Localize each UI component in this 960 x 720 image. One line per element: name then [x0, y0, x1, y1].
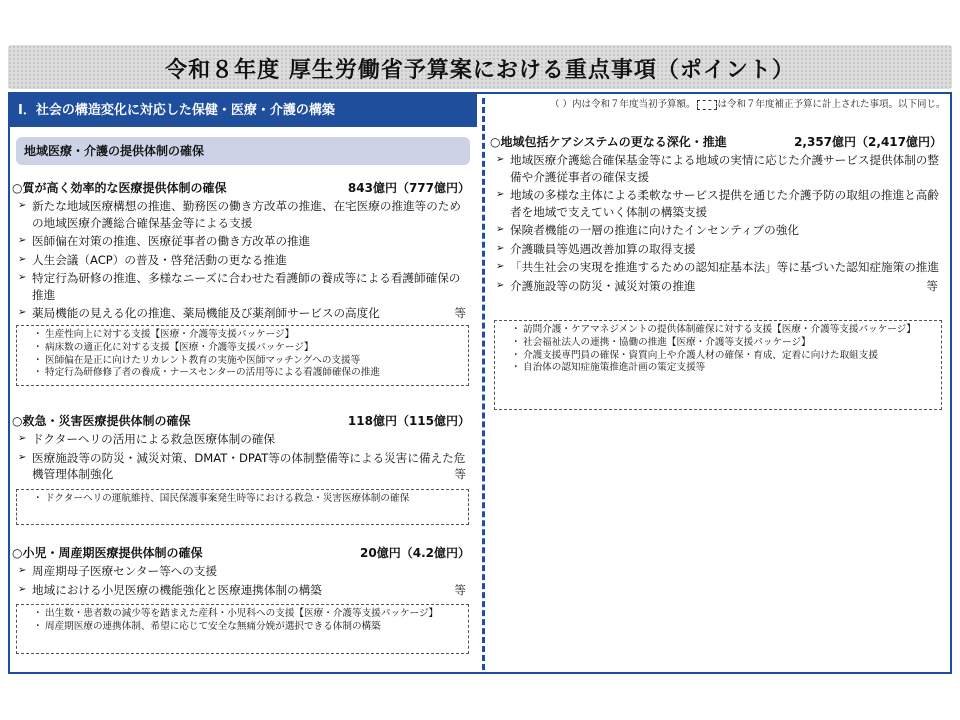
list-item: ➢ 地域医療介護総合確保基金等による地域の実情に応じた介護サービス提供体制の整備や介護従事者の確保支援 — [496, 153, 939, 184]
bullet-dot-icon: ・ — [33, 367, 43, 379]
group-emergency-disaster — [12, 413, 470, 485]
group-title-text: ○地域包括ケアシステムの更なる深化・推進 — [490, 135, 727, 149]
list-item: ・ 周産期医療の連携体制、希望に応じて安全な無痛分娩が選択できる体制の構築 — [33, 620, 381, 632]
bullet-list — [12, 431, 470, 483]
arrow-icon: ➢ — [496, 261, 505, 272]
list-item: ・ 介護支援専門員の確保・資質向上や介護人材の確保・育成、定着に向けた取組支援 — [511, 349, 878, 361]
list-item: ・ ドクターヘリの運航維持、国民保護事案発生時等における救急・災害医療体制の確保 — [33, 493, 410, 504]
title-bar — [8, 45, 952, 89]
list-item: ➢ 人生会議（ACP）の普及・啓発活動の更なる推進 — [18, 252, 287, 267]
page-title: 令和８年度 厚生労働省予算案における重点事項（ポイント） — [165, 58, 795, 83]
bullet-list — [12, 563, 470, 598]
list-item: ・ 医師偏在是正に向けたリカレント教育の実施や医師マッチングへの支援等 — [33, 354, 361, 366]
group-title — [12, 413, 470, 430]
list-item: ・ 特定行為研修修了者の養成・ナースセンターの活用等による看護師確保の推進 — [33, 367, 380, 379]
supplementary-box — [16, 489, 469, 525]
note — [550, 96, 946, 110]
group-title — [12, 545, 470, 562]
bullet-dot-icon: ・ — [511, 349, 521, 361]
arrow-icon: ➢ — [18, 583, 27, 595]
main-panel — [8, 92, 952, 674]
group-title-text: ○小児・周産期医療提供体制の確保 — [12, 546, 203, 560]
list-item: ➢ ドクターヘリの活用による救急医療体制の確保 — [18, 432, 276, 446]
list-item: ➢ 薬局機能の見える化の推進、薬局機能及び薬剤師サービスの高度化 等 — [18, 306, 466, 320]
arrow-icon: ➢ — [18, 272, 27, 283]
list-item: ➢ 介護職員等処遇改善加算の取得支援 — [496, 241, 696, 256]
etc-text: 等 — [454, 306, 466, 320]
arrow-icon: ➢ — [496, 189, 505, 200]
section-header: Ⅰ．社会の構造変化に対応した保健・医療・介護の構築 — [10, 94, 477, 127]
list-item: ➢ 保険者機能の一層の推進に向けたインセンティブの強化 — [496, 223, 799, 237]
list-item: ・ 生産性向上に対する支援【医療・介護等支援パッケージ】 — [33, 329, 295, 340]
list-item: ・ 出生数・患者数の減少等を踏まえた産科・小児科への支援【医療・介護等支援パッケージ】 — [33, 608, 439, 619]
supplementary-box — [16, 604, 469, 654]
list-item: ➢ 特定行為研修の推進、多様なニーズに合わせた看護師の養成等による看護師確保の推進 — [18, 271, 461, 302]
arrow-icon: ➢ — [18, 253, 27, 265]
supplementary-box — [16, 325, 469, 386]
group-title — [12, 180, 470, 197]
etc-text: 等 — [454, 467, 466, 481]
bullet-dot-icon: ・ — [33, 493, 43, 504]
list-item: ➢ 新たな地域医療構想の推進、勤務医の働き方改革の推進、在宅医療の推進等のための地域医療介護総合確保基金等による支援 — [18, 199, 461, 230]
dashed-box-legend-icon — [697, 100, 717, 110]
bullet-list — [12, 198, 470, 322]
list-item: ➢ 医療施設等の防災・減災対策、DMAT・DPAT等の体制整備等による災害に備えた危機管理体制強化 等 — [18, 450, 466, 481]
bullet-list — [490, 152, 942, 294]
group-title-text: ○質が高く効率的な医療提供体制の確保 — [12, 181, 227, 195]
supplementary-box — [494, 320, 942, 410]
arrow-icon: ➢ — [496, 242, 505, 254]
arrow-icon: ➢ — [496, 154, 505, 165]
arrow-icon: ➢ — [18, 307, 27, 318]
group-quality-medical — [12, 180, 470, 324]
group-community-care — [490, 134, 942, 296]
list-item: ・ 社会福祉法人の連携・協働の推進【医療・介護等支援パッケージ】 — [511, 336, 811, 348]
list-item: ➢ 「共生社会の実現を推進するための認知症基本法」等に基づいた認知症施策の推進 — [496, 260, 939, 274]
group-title-text: ○救急・災害医療提供体制の確保 — [12, 414, 191, 428]
bullet-dot-icon: ・ — [33, 354, 43, 366]
arrow-icon: ➢ — [18, 433, 27, 444]
bullet-dot-icon: ・ — [33, 341, 43, 353]
list-item: ・ 訪問介護・ケアマネジメントの提供体制確保に対する支援【医療・介護等支援パッケージ】 — [511, 324, 916, 335]
bullet-dot-icon: ・ — [511, 336, 521, 348]
subheader: 地域医療・介護の提供体制の確保 — [16, 137, 470, 165]
group-amount: 118億円（115億円） — [347, 414, 470, 428]
arrow-icon: ➢ — [496, 224, 505, 235]
note-before: （ ）内は令和７年度当初予算額。 — [550, 99, 696, 110]
bullet-dot-icon: ・ — [33, 608, 43, 619]
bullet-dot-icon: ・ — [33, 329, 43, 340]
list-item: ➢ 医師偏在対策の推進、医療従事者の働き方改革の推進 — [18, 234, 311, 248]
note-after: は令和７年度補正予算に計上された事項。以下同じ。 — [717, 99, 946, 110]
list-item: ・ 自治体の認知症施策推進計画の策定支援等 — [511, 362, 706, 374]
group-title — [490, 134, 942, 151]
list-item: ・ 病床数の適正化に対する支援【医療・介護等支援パッケージ】 — [33, 341, 314, 353]
bullet-dot-icon: ・ — [511, 324, 521, 335]
group-amount: 843億円（777億円） — [347, 181, 470, 195]
arrow-icon: ➢ — [18, 235, 27, 246]
arrow-icon: ➢ — [18, 565, 27, 576]
group-amount: 2,357億円（2,417億円） — [794, 135, 942, 149]
bullet-dot-icon: ・ — [33, 620, 43, 632]
group-amount: 20億円（4.2億円） — [360, 546, 470, 560]
arrow-icon: ➢ — [18, 451, 27, 463]
list-item: ➢ 地域における小児医療の機能強化と医療連携体制の構築 等 — [18, 582, 466, 597]
arrow-icon: ➢ — [496, 279, 505, 291]
list-item: ➢ 地域の多様な主体による柔軟なサービス提供を通じた介護予防の取組の推進と高齢者を地域で支えていく体制の構築支援 — [496, 188, 939, 219]
etc-text: 等 — [454, 582, 466, 597]
list-item: ➢ 介護施設等の防災・減災対策の推進 等 — [496, 278, 938, 293]
arrow-icon: ➢ — [18, 200, 27, 211]
etc-text: 等 — [926, 278, 938, 293]
bullet-dot-icon: ・ — [511, 362, 521, 374]
column-divider — [482, 98, 485, 670]
group-pediatric-perinatal — [12, 545, 470, 600]
list-item: ➢ 周産期母子医療センター等への支援 — [18, 564, 218, 578]
